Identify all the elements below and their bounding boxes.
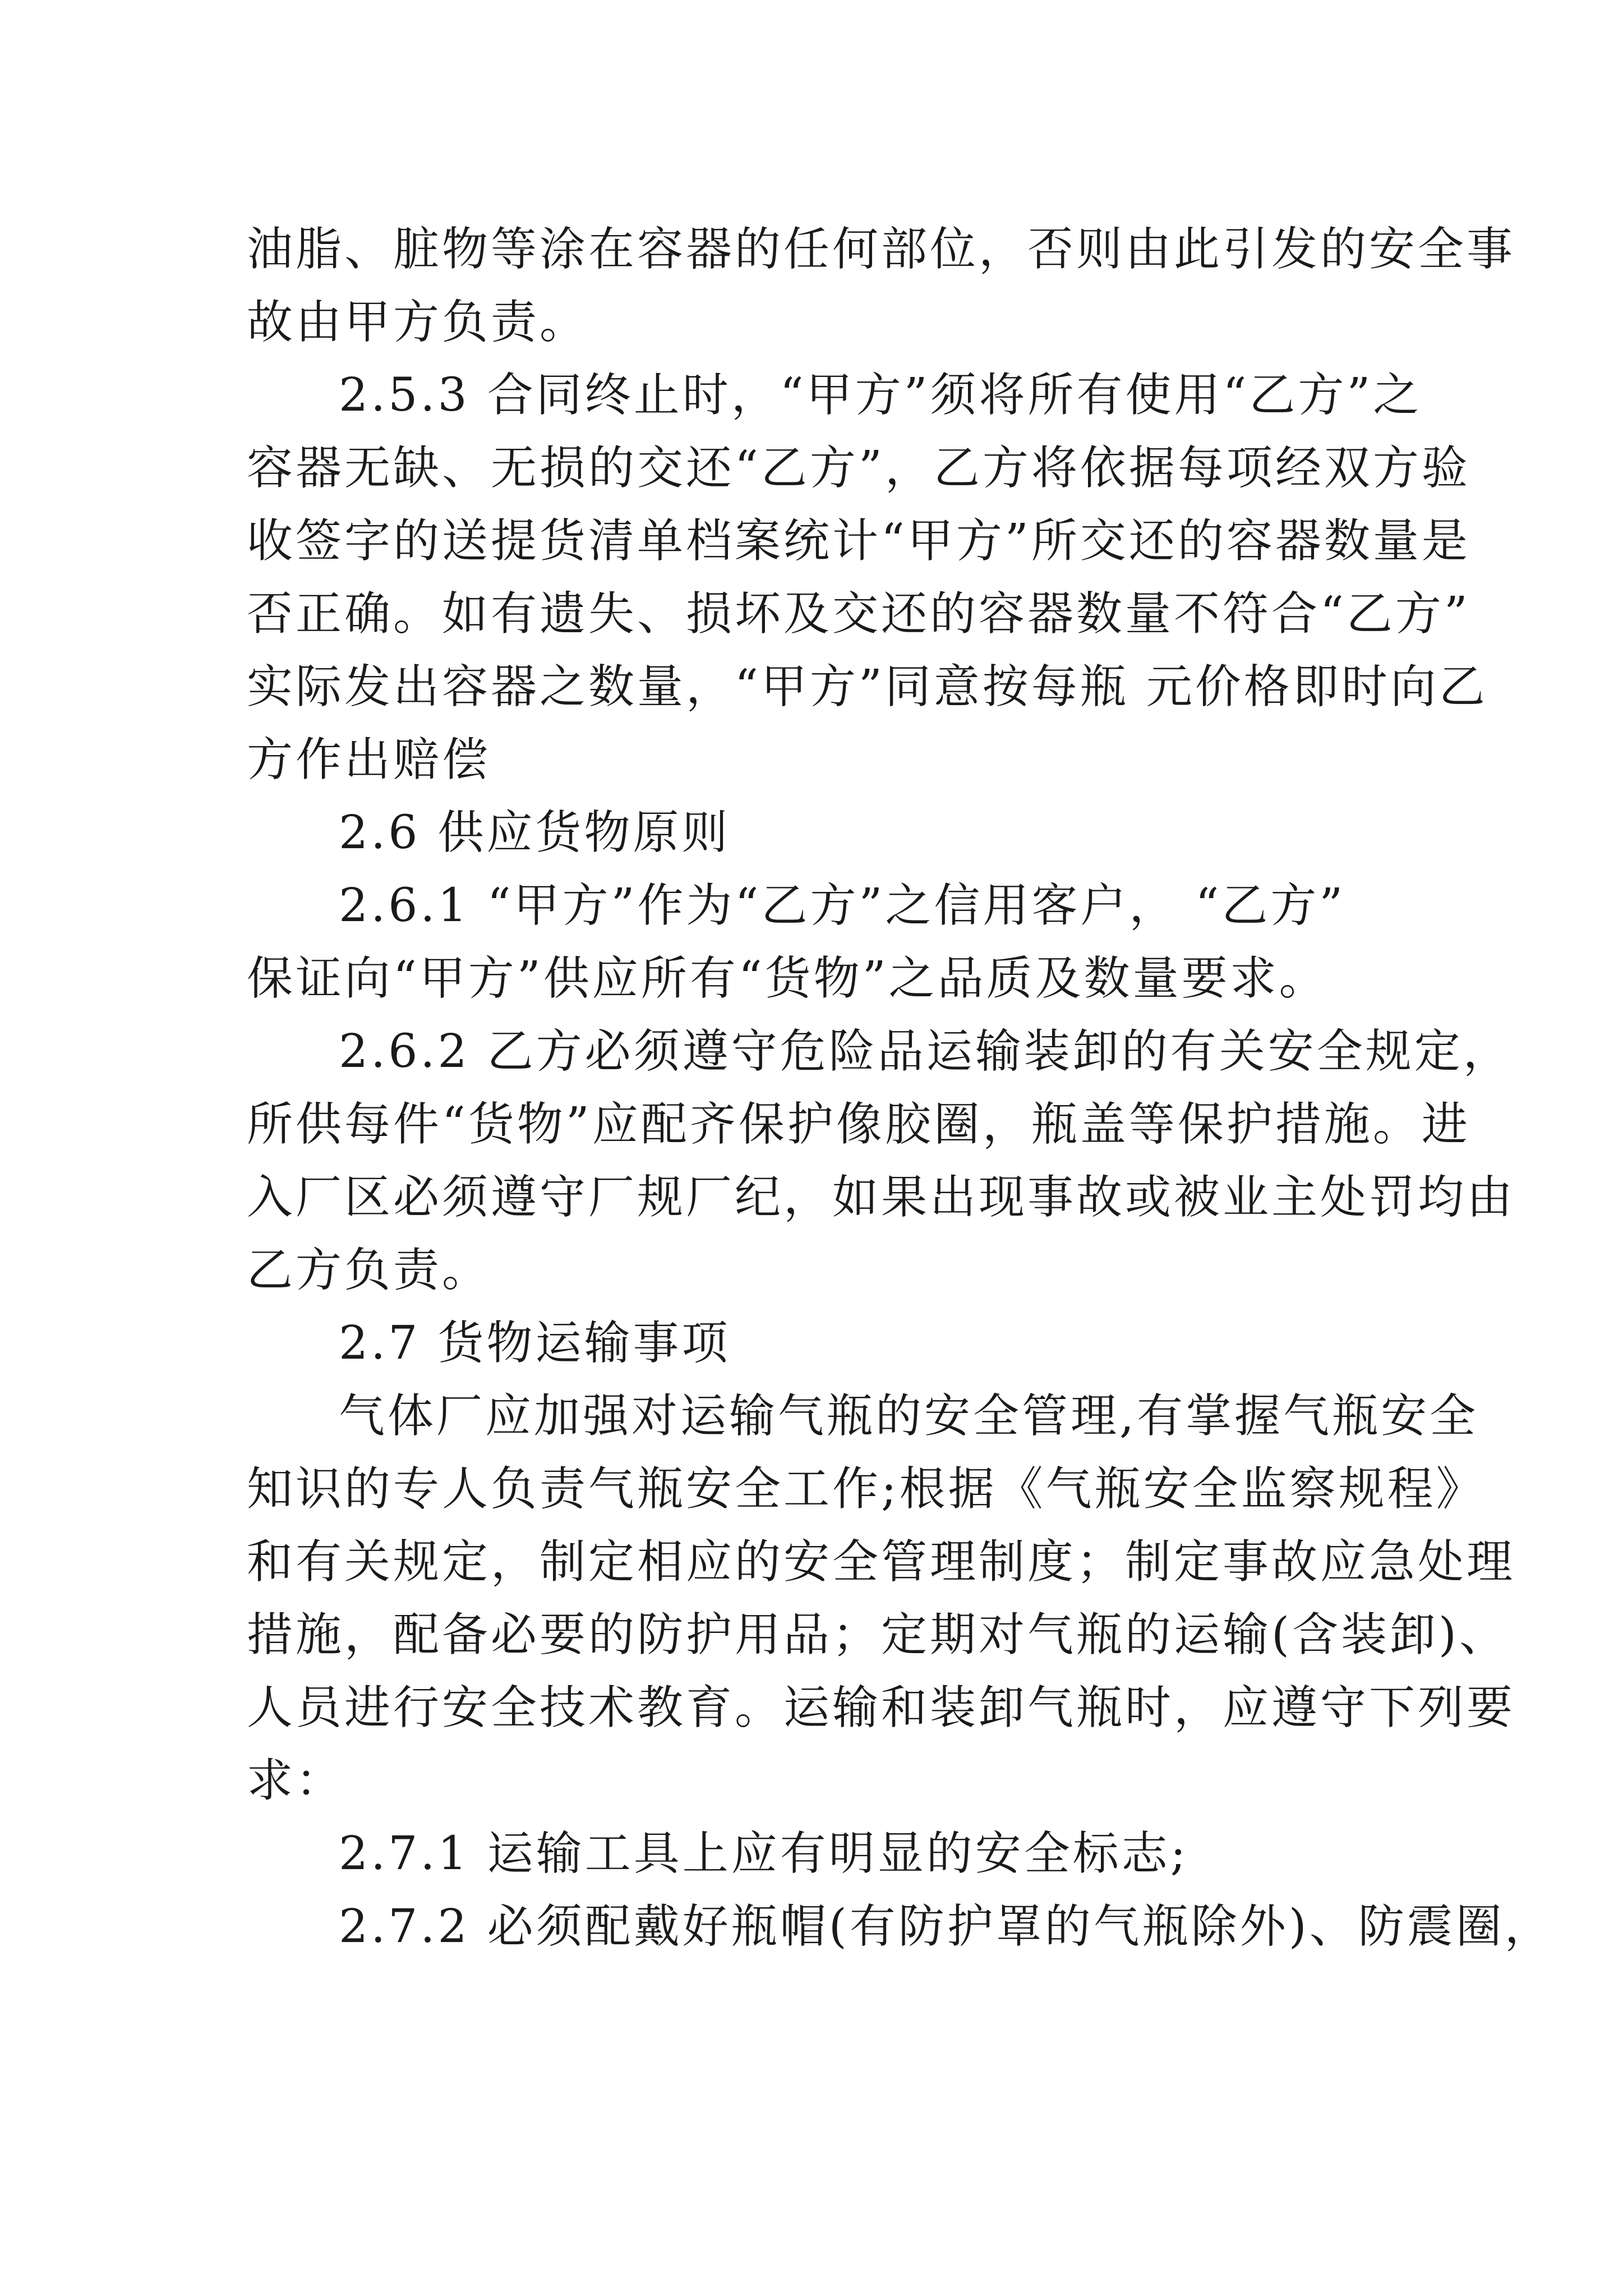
text-line-7: 实际发出容器之数量，“甲方”同意按每瓶 元价格即时向乙 [247,660,1488,714]
text-line-4: 容器无缺、无损的交还“乙方”，乙方将依据每项经双方验 [247,441,1470,495]
text-line-20: 措施，配备必要的防护用品；定期对气瓶的运输(含装卸)、 [247,1608,1508,1662]
text-line-6: 否正确。如有遗失、损坏及交还的容器数量不符合“乙方” [247,587,1470,641]
text-line-12: 2.6.2 乙方必须遵守危险品运输装卸的有关安全规定， [339,1025,1512,1078]
text-line-15: 乙方负责。 [247,1244,491,1297]
text-line-22: 求： [247,1754,345,1807]
text-line-2: 故由甲方负责。 [247,296,589,349]
text-line-21: 人员进行安全技术教育。运输和装卸气瓶时，应遵守下列要 [247,1681,1516,1734]
text-line-1: 油脂、脏物等涂在容器的任何部位，否则由此引发的安全事 [247,223,1516,276]
text-line-14: 入厂区必须遵守厂规厂纪，如果出现事故或被业主处罚均由 [247,1171,1516,1224]
text-line-5: 收签字的送提货清单档案统计“甲方”所交还的容器数量是 [247,514,1470,568]
text-line-8: 方作出赔偿 [247,733,491,786]
text-line-13: 所供每件“货物”应配齐保护像胶圈，瓶盖等保护措施。进 [247,1098,1470,1151]
section-heading-2-6: 2.6 供应货物原则 [339,806,731,859]
text-line-3: 2.5.3 合同终止时，“甲方”须将所有使用“乙方”之 [339,369,1422,422]
text-line-11: 保证向“甲方”供应所有“货物”之品质及数量要求。 [247,952,1328,1005]
text-line-17: 气体厂应加强对运输气瓶的安全管理,有掌握气瓶安全 [339,1389,1479,1443]
text-line-10: 2.6.1 “甲方”作为“乙方”之信用客户， “乙方” [339,879,1346,932]
text-line-24: 2.7.2 必须配戴好瓶帽(有防护罩的气瓶除外)、防震圈， [339,1900,1553,1953]
section-heading-2-7: 2.7 货物运输事项 [339,1317,731,1370]
text-line-23: 2.7.1 运输工具上应有明显的安全标志; [339,1827,1189,1880]
text-line-19: 和有关规定，制定相应的安全管理制度；制定事故应急处理 [247,1535,1516,1589]
text-line-18: 知识的专人负责气瓶安全工作;根据《气瓶安全监察规程》 [247,1462,1485,1516]
